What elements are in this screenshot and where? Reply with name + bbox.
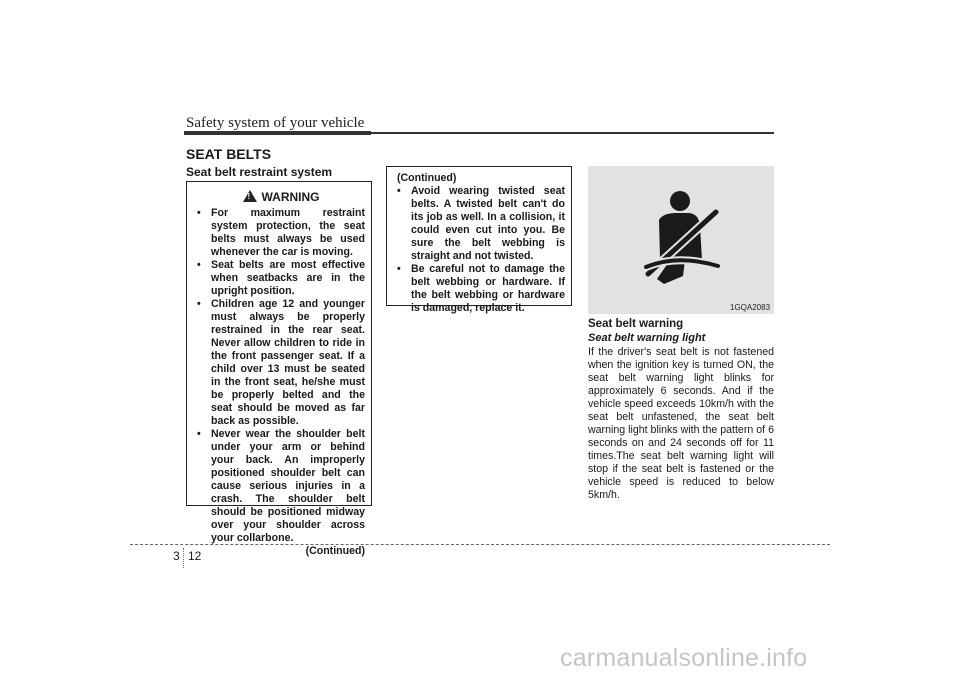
list-item: • Be careful not to damage the belt webbing or hardware. If the belt webbing or hardware is damaged, replace it. — [397, 263, 565, 315]
section-title: SEAT BELTS — [186, 146, 272, 162]
subsection-title: Seat belt restraint system — [186, 165, 333, 179]
footer-rule — [130, 544, 830, 545]
list-item: • Seat belts are most effective when seatbacks are in the upright position. — [197, 259, 365, 298]
watermark: carmanualsonline.info — [560, 644, 808, 672]
continued-warning-box — [386, 166, 572, 314]
list-item: • Never wear the shoulder belt under your arm or behind your back. An improperly positioned shoulder belt can cause serious injuries in a crash. The shoulder belt should be positioned midway over your shoulder across your collarbone. — [197, 428, 365, 545]
header-rule — [371, 132, 774, 134]
continued-heading: (Continued) — [397, 172, 457, 184]
page-number: 12 — [188, 549, 202, 563]
footer-separator — [183, 548, 184, 568]
seat-belt-warning-icon — [588, 166, 774, 314]
figure-code: 1GQA2083 — [730, 303, 771, 312]
header-bar — [184, 131, 371, 135]
list-item: • Avoid wearing twisted seat belts. A twisted belt can't do its job as well. In a collision, it could even cut into you. Be sure the belt webbing is straight and not twisted. — [397, 185, 565, 263]
seat-belt-warning-heading: Seat belt warning — [588, 318, 684, 330]
list-item: • For maximum restraint system protection, the seat belts must always be used whenever the car is moving. — [197, 207, 365, 259]
continued-list — [397, 185, 565, 315]
warning-triangle-icon: ! — [243, 190, 257, 202]
figure-panel — [588, 166, 774, 314]
chapter-number: 3 — [173, 549, 180, 563]
page-header-title: Safety system of your vehicle — [186, 115, 365, 131]
continued-label: (Continued) — [305, 545, 365, 557]
warning-box — [186, 181, 372, 557]
warning-heading-label: WARNING — [261, 190, 320, 204]
seat-belt-warning-body: If the driver's seat belt is not fastened when the ignition key is turned ON, the seat belt warning light blinks for approximately 6 seconds. And if the vehicle speed exceeds 10km/h with the seat belt unfastened, the seat belt warning light blinks with the pattern of 6 seconds on and 24 seconds off for 11 times.The seat belt warning light will stop if the seat belt is fastened or the vehicle speed is reduced to below 5km/h. — [588, 346, 774, 501]
warning-list — [197, 207, 365, 545]
seat-belt-warning-subheading: Seat belt warning light — [588, 332, 706, 344]
list-item: • Children age 12 and younger must always be properly restrained in the rear seat. Never allow children to ride in the front passenger seat. If a child over 13 must be seated in the front seat, he/she must be properly belted and the seat should be moved as far back as possible. — [197, 298, 365, 428]
warning-heading — [197, 190, 365, 204]
